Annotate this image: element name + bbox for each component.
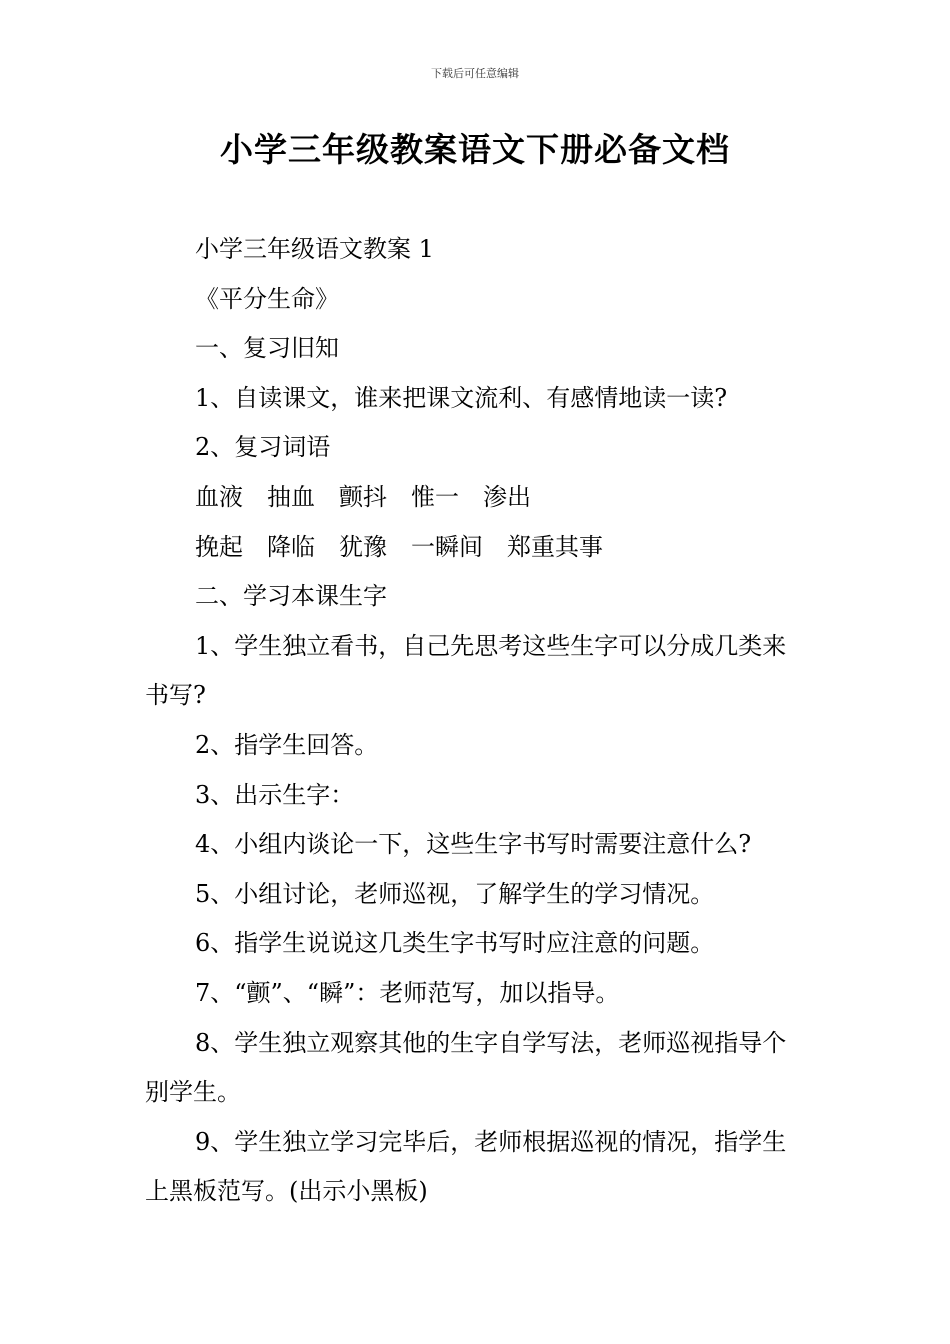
lesson-title: 《平分生命》	[195, 284, 339, 313]
paragraph: 9、学生独立学习完毕后，老师根据巡视的情况，指学生上黑板范写。(出示小黑板)	[145, 1127, 787, 1206]
paragraph: 7、“颤”、“瞬”：老师范写，加以指导。	[195, 978, 620, 1007]
paragraph: 2、复习词语	[195, 433, 331, 462]
header-note: 下载后可任意编辑	[431, 67, 519, 80]
document-title: 小学三年级教案语文下册必备文档	[220, 130, 730, 169]
paragraph: 1、学生独立看书，自己先思考这些生字可以分成几类来书写?	[145, 631, 787, 710]
paragraph: 4、小组内谈论一下，这些生字书写时需要注意什么?	[195, 830, 752, 859]
section-heading: 小学三年级语文教案 1	[195, 235, 434, 263]
paragraph: 3、出示生字：	[195, 780, 355, 809]
paragraph: 1、自读课文，谁来把课文流利、有感情地读一读?	[195, 383, 728, 412]
document-body	[145, 225, 810, 1217]
vocabulary-line: 血液 抽血 颤抖 惟一 渗出	[195, 482, 531, 511]
paragraph: 8、学生独立观察其他的生字自学写法，老师巡视指导个别学生。	[145, 1028, 787, 1107]
paragraph: 2、指学生回答。	[195, 730, 379, 759]
paragraph: 6、指学生说说这几类生字书写时应注意的问题。	[195, 929, 715, 958]
step-heading: 一、复习旧知	[195, 334, 339, 363]
paragraph: 5、小组讨论，老师巡视，了解学生的学习情况。	[195, 879, 715, 908]
vocabulary-line: 挽起 降临 犹豫 一瞬间 郑重其事	[195, 532, 603, 561]
step-heading: 二、学习本课生字	[195, 582, 387, 611]
